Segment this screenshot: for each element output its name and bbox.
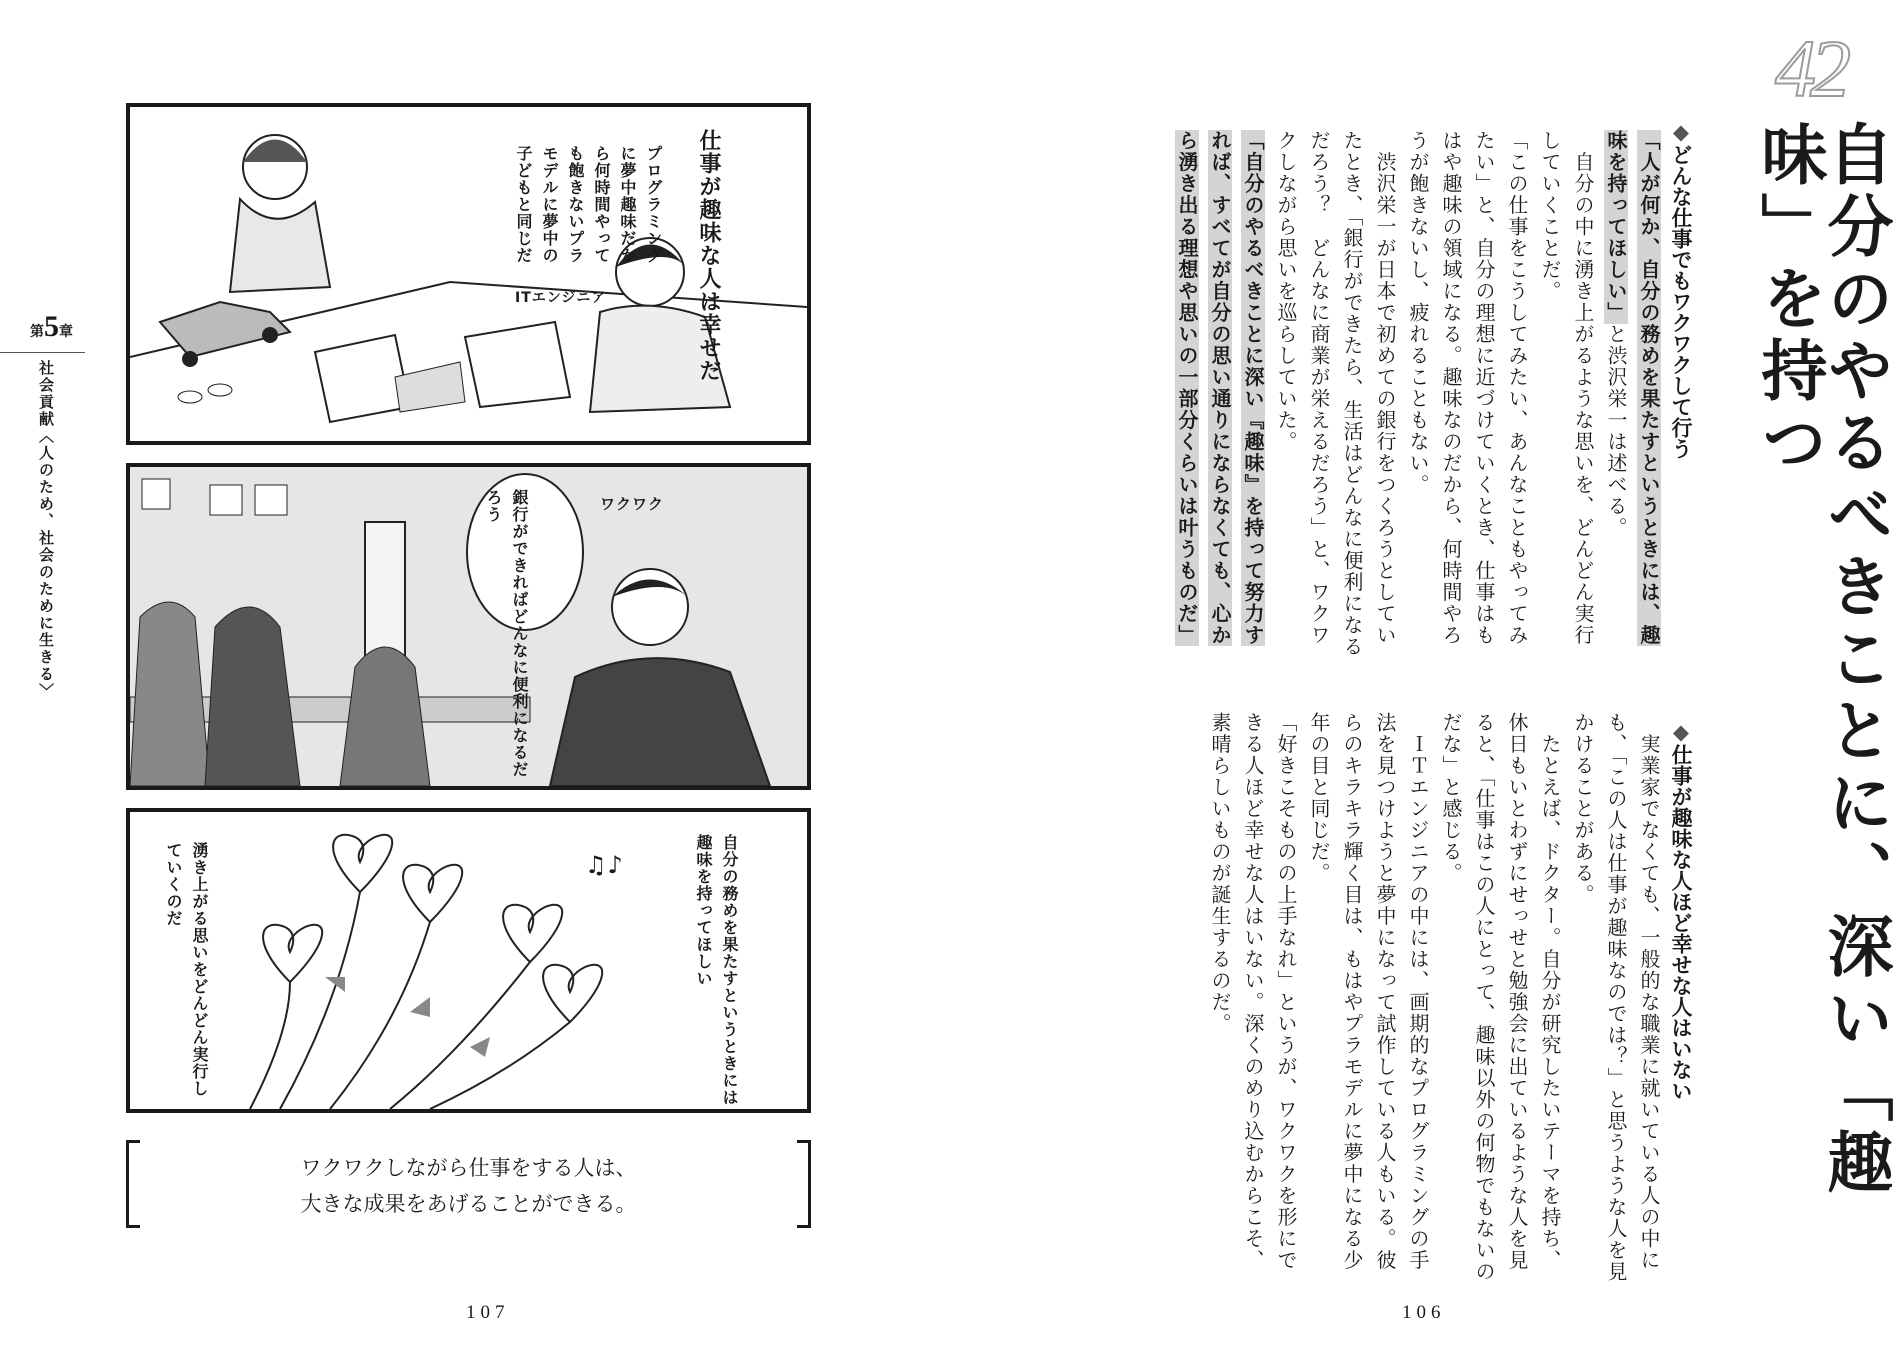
paragraph: と渋沢栄一は述べる。 (1604, 323, 1628, 539)
article-title: 自分のやるべきことに、深い「趣味」を持つ (1750, 120, 1893, 1200)
paragraph (1373, 130, 1397, 152)
speech-bubble-main: 仕事が趣味な人は幸せだ (696, 129, 721, 382)
section-body-1 (1135, 130, 1665, 660)
caption-text (126, 1150, 811, 1222)
music-notes-icon: ♫♪ (585, 851, 624, 879)
paragraph (1571, 130, 1595, 152)
manga-panel-3 (126, 808, 811, 1113)
page-number-left: 107 (466, 1302, 510, 1323)
section-heading-2 (1670, 720, 1691, 1101)
panel-2-illustration (130, 467, 807, 786)
highlight-quote-2: 「自分のやるべきことに深い『趣味』を持って努力すれば、すべてが自分の思い通りにならなくても、心から湧き出る理想や思いの一部分くらいは叶うものだ」 (1175, 130, 1265, 646)
summary-caption (126, 1140, 811, 1230)
chapter-divider (0, 352, 85, 353)
caption-line-1: ワクワクしながら仕事をする人は、 (300, 1156, 637, 1180)
diamond-bullet-icon: ◆ (1669, 120, 1693, 144)
chapter-label (30, 310, 73, 344)
panel-3-quote: 自分の務めを果たすというときには趣味を持ってほしい (694, 834, 739, 1106)
paragraph: 自分の中に湧き上がるような思いを、どんどん実行していくことだ。 (1538, 130, 1595, 646)
chapter-title: 社会貢献〈人のため、社会のために生きる〉 (37, 360, 55, 700)
highlight-quote-1: 「人が何か、自分の務めを果たすというときには、趣味を持ってほしい」 (1604, 130, 1661, 646)
chapter-prefix: 第 (30, 324, 44, 340)
page-number-right: 106 (1402, 1302, 1446, 1323)
section-heading-1-text: どんな仕事でもワクワクして行う (1669, 144, 1693, 459)
manga-panel-2 (126, 463, 811, 790)
section-heading-1 (1670, 120, 1691, 459)
caption-line-2: 大きな成果をあげることができる。 (300, 1192, 637, 1216)
paragraph: 渋沢栄一が日本で初めての銀行をつくろうとしていたとき、「銀行ができたら、生活はどんなに便利になるだろう？ どんなに商業が栄えるだろう」と、ワクワクしながら思いを巡らしていた。 (1274, 130, 1397, 658)
section-heading-2-text: 仕事が趣味な人ほど幸せな人はいない (1669, 744, 1693, 1101)
paragraph: 「この仕事をこうしてみたい、あんなこともやってみたい」と、自分の理想に近づけていくとき、仕事はもはや趣味の領域になる。趣味なのだから、何時間やろうが飽きないし、疲れることもない。 (1406, 130, 1529, 646)
paragraph: たとえば、ドクター。自分が研究したいテーマを持ち、休日もいとわずにせっせと勉強会に出ているような人を見ると、「仕事はこの人にとって、趣味以外の何物でもないのだな」と感じる。 (1439, 712, 1562, 1283)
paragraph (1538, 712, 1562, 734)
speech-bubble-bank: 銀行ができればどんなに便利になるだろう (484, 489, 529, 778)
panel-3-message: 湧き上がる思いをどんどん実行していくのだ (164, 842, 209, 1097)
paragraph: ＩＴエンジニアの中には、画期的なプログラミングの手法を見つけようと夢中になって試作している人もいる。彼らのキラキラ輝く目は、もはやプラモデルに夢中になる少年の目と同じだ。 (1307, 712, 1430, 1271)
paragraph (1637, 712, 1661, 734)
sound-effect: ワクワク (600, 495, 665, 513)
section-body-2 (1175, 712, 1665, 1287)
manga-panel-1 (126, 103, 811, 445)
diamond-bullet-icon: ◆ (1669, 720, 1693, 744)
article-number-badge: 42 (1775, 23, 1845, 114)
paragraph: 実業家でなくても、一般的な職業に就いている人の中にも、「この人は仕事が趣味なのでは？」と思うような人を見かけることがある。 (1571, 712, 1661, 1283)
chapter-suffix: 章 (59, 324, 73, 340)
speech-bubble-sub: プログラミングに夢中趣味だから何時間やっても飽きないプラモデルに夢中の子どもと同じだ (514, 145, 663, 264)
chapter-number: 5 (44, 310, 59, 343)
character-label: ITエンジニア (515, 290, 607, 306)
paragraph: 「好きこそものの上手なれ」というが、ワクワクを形にできる人ほど幸せな人はいない。深くのめり込むからこそ、素晴らしいものが誕生するのだ。 (1208, 712, 1298, 1271)
paragraph (1406, 712, 1430, 734)
